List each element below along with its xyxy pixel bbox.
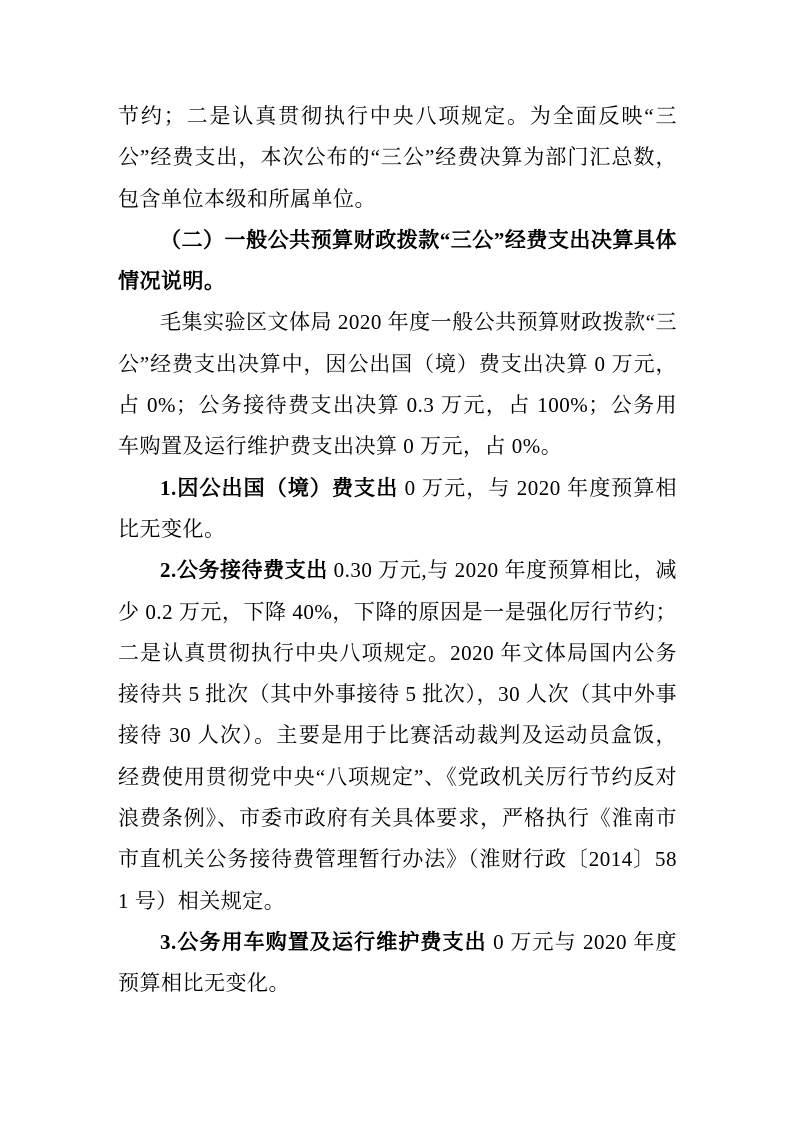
bold-text-run: 2.公务接待费支出 xyxy=(160,558,328,583)
paragraph xyxy=(118,922,677,1005)
bold-text-run: 1.因公出国（境）费支出 xyxy=(160,475,399,500)
paragraph xyxy=(118,96,677,220)
text-run: 0 万元与 2020 年度预算相比无变化。 xyxy=(118,929,678,996)
document-body xyxy=(118,96,677,1005)
text-run: 0.30 万元,与 2020 年度预算相比，减少 0.2 万元，下降 40%，下降的原因是一是强化厉行节约；二是认真贯彻执行中央八项规定。2020 年文体局国内公务接待共 5 批次（其中外事接待 5 批次），30 人次（其中外事接待 30 人次）。主要是用于比赛活动裁判及运动员盒饭，经费使用贯彻党中央“八项规定”、《党政机关厉行节约反对浪费条例》、市委市政府有关具体要求，严格执行《淮南市市直机关公务接待费管理暂行办法》（淮财行政〔2014〕581 号）相关规定。 xyxy=(118,558,677,913)
paragraph xyxy=(118,468,677,551)
paragraph xyxy=(118,302,677,467)
text-run: 毛集实验区文体局 2020 年度一般公共预算财政拨款“三公”经费支出决算中，因公出国（境）费支出决算 0 万元，占 0%；公务接待费支出决算 0.3 万元，占 100%；公务用车购置及运行维护费支出决算 0 万元，占 0%。 xyxy=(118,310,677,459)
paragraph xyxy=(118,220,677,303)
paragraph xyxy=(118,550,677,922)
bold-text-run: （二）一般公共预算财政拨款“三公”经费支出决算具体情况说明。 xyxy=(118,227,677,294)
text-run: 节约；二是认真贯彻执行中央八项规定。为全面反映“三公”经费支出，本次公布的“三公”经费决算为部门汇总数，包含单位本级和所属单位。 xyxy=(118,104,677,211)
bold-text-run: 3.公务用车购置及运行维护费支出 xyxy=(160,929,487,954)
text-run: 0 万元，与 2020 年度预算相比无变化。 xyxy=(118,475,678,541)
